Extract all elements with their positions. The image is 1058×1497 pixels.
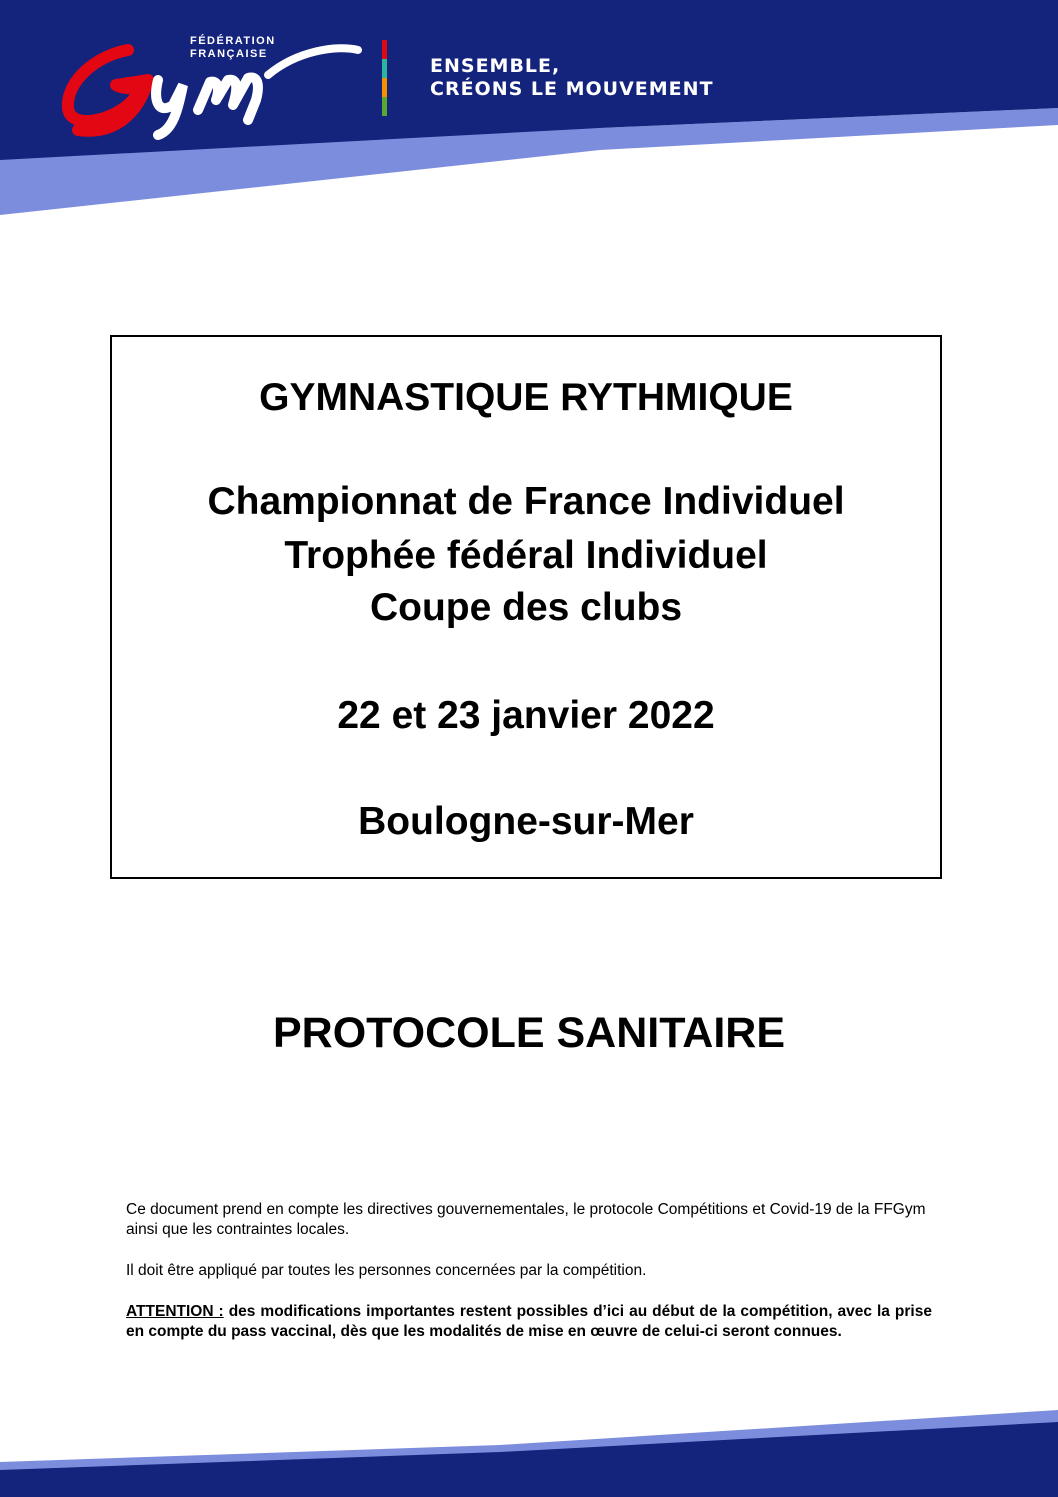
event-line-1: Championnat de France Individuel — [207, 480, 845, 523]
paragraph-1: Ce document prend en compte les directives gouvernementales, le protocole Compétitions et Covid-19 de la FFGym ainsi que les contraintes locales. — [126, 1201, 926, 1238]
color-divider-bar — [382, 40, 387, 116]
warning-paragraph — [126, 1302, 932, 1342]
event-line-2: Trophée fédéral Individuel — [284, 534, 768, 577]
protocol-title: PROTOCOLE SANITAIRE — [272, 1009, 786, 1057]
slogan-line2: CRÉONS LE MOUVEMENT — [430, 78, 714, 100]
footer-band — [0, 1400, 1058, 1497]
event-date: 22 et 23 janvier 2022 — [337, 694, 715, 737]
slogan-line1: ENSEMBLE, — [430, 55, 561, 77]
paragraph-2: Il doit être appliqué par toutes les personnes concernées par la compétition. — [126, 1262, 647, 1279]
title-box — [110, 335, 942, 879]
warning-label: ATTENTION : — [126, 1303, 224, 1320]
event-city: Boulogne-sur-Mer — [358, 800, 694, 843]
federation-label-line2: FRANÇAISE — [190, 48, 268, 60]
federation-label-line1: FÉDÉRATION — [190, 35, 276, 47]
warning-text: des modifications importantes restent possibles d’ici au début de la compétition, avec la prise en compte du pass vaccinal, dès que les modalités de mise en œuvre de celui-ci seront connues. — [126, 1303, 932, 1340]
discipline-title: GYMNASTIQUE RYTHMIQUE — [259, 376, 793, 419]
event-line-3: Coupe des clubs — [369, 586, 683, 629]
body-text — [126, 1200, 932, 1363]
